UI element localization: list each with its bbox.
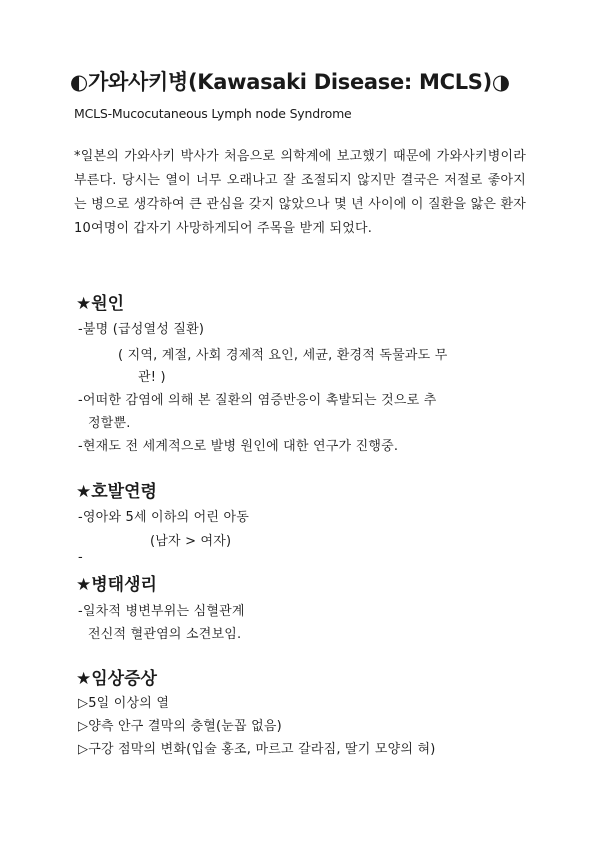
symptoms-line-3: ▷구강 점막의 변화(입술 홍조, 마르고 갈라짐, 딸기 모양의 혀) xyxy=(78,742,436,757)
intro-paragraph: *일본의 가와사키 박사가 처음으로 의학계에 보고했기 때문에 가와사키병이라 부른다. 당시는 열이 너무 오래나고 잘 조절되지 않지만 결국은 저절로 좋아지는 병으로 생각하여 큰 관심을 갖지 않았으나 몇 년 사이에 이 질환을 앓은 환자 10여명이 갑자기 사망하게되어 주목을 받게 되었다. xyxy=(74,149,526,236)
symptoms-line-2: ▷양측 안구 결막의 충혈(눈꼽 없음) xyxy=(78,719,282,734)
pathophysiology-heading: ★병태생리 xyxy=(76,575,157,595)
symptoms-heading: ★임상증상 xyxy=(76,669,157,689)
cause-line-4: -어떠한 감염에 의해 본 질환의 염증반응이 촉발되는 것으로 추 xyxy=(78,393,437,408)
cause-line-5: 정할뿐. xyxy=(88,416,131,431)
cause-line-1: -불명 (급성열성 질환) xyxy=(78,322,205,337)
onset-age-line-3: - xyxy=(78,550,83,565)
pathophysiology-line-1: -일차적 병변부위는 심혈관계 xyxy=(78,604,245,619)
cause-line-2: ( 지역, 계절, 사회 경제적 요인, 세균, 환경적 독물과도 무 xyxy=(118,348,448,363)
pathophysiology-line-2: 전신적 혈관염의 소견보임. xyxy=(88,627,242,642)
onset-age-line-1: -영아와 5세 이하의 어린 아동 xyxy=(78,510,250,525)
document-title: ◐가와사키병(Kawasaki Disease: MCLS)◑ xyxy=(70,70,510,94)
cause-heading: ★원인 xyxy=(76,294,125,314)
onset-age-heading: ★호발연령 xyxy=(76,482,157,502)
onset-age-line-2: (남자 > 여자) xyxy=(150,534,232,549)
cause-line-3: 관! ) xyxy=(138,370,166,385)
symptoms-line-1: ▷5일 이상의 열 xyxy=(78,696,170,711)
document-subtitle: MCLS-Mucocutaneous Lymph node Syndrome xyxy=(74,106,352,121)
cause-line-6: -현재도 전 세계적으로 발병 원인에 대한 연구가 진행중. xyxy=(78,439,399,454)
